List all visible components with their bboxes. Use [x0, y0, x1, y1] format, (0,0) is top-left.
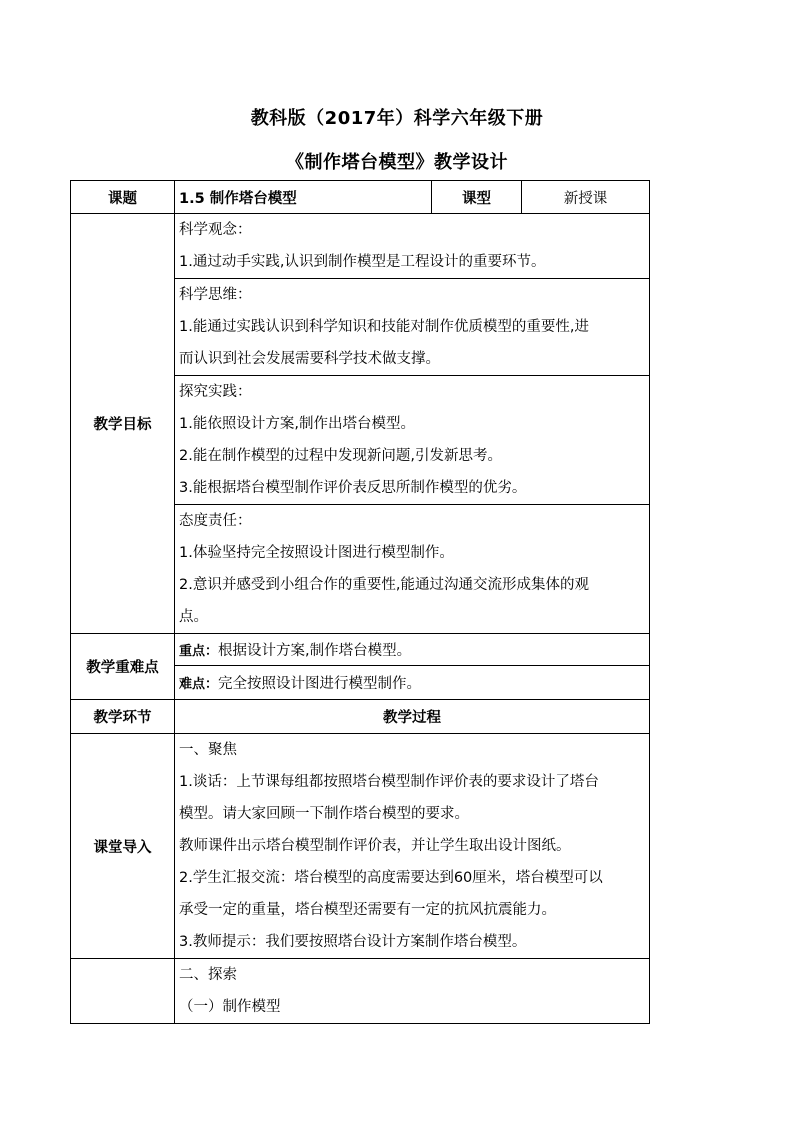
explore-label — [71, 959, 175, 1024]
objectives-label: 教学目标 — [71, 214, 175, 634]
objective-line: 2.意识并感受到小组合作的重要性,能通过沟通交流形成集体的观 — [179, 577, 589, 593]
lesson-type-value: 新授课 — [522, 181, 650, 214]
explore-line: 二、探索 — [179, 967, 237, 983]
explore-content — [175, 959, 650, 1024]
intro-content — [175, 734, 650, 959]
document-title: 教科版（2017年）科学六年级下册 — [250, 108, 544, 129]
focus-cell — [175, 634, 650, 666]
lesson-plan-table — [70, 180, 650, 1024]
objective-section — [175, 214, 650, 279]
intro-line: 1.谈话：上节课每组都按照塔台模型制作评价表的要求设计了塔台 — [179, 774, 599, 790]
objective-line: 3.能根据塔台模型制作评价表反思所制作模型的优劣。 — [179, 480, 527, 496]
objective-section — [175, 376, 650, 505]
objective-line: 1.能依照设计方案,制作出塔台模型。 — [179, 416, 415, 432]
intro-line: 承受一定的重量，塔台模型还需要有一定的抗风抗震能力。 — [179, 902, 556, 918]
intro-line: 3.教师提示：我们要按照塔台设计方案制作塔台模型。 — [179, 934, 527, 950]
lesson-type-label: 课型 — [432, 181, 522, 214]
key-points-row-1 — [71, 634, 650, 666]
objective-section — [175, 505, 650, 634]
objective-heading: 科学观念： — [179, 222, 252, 238]
objective-line: 而认识到社会发展需要科学技术做支撑。 — [179, 351, 440, 367]
process-header: 教学过程 — [175, 700, 650, 734]
focus-text: 根据设计方案,制作塔台模型。 — [218, 643, 412, 659]
lesson-row — [71, 181, 650, 214]
objective-line: 1.体验坚持完全按照设计图进行模型制作。 — [179, 545, 454, 561]
focus-label: 重点： — [179, 644, 219, 659]
objective-line: 1.能通过实践认识到科学知识和技能对制作优质模型的重要性,进 — [179, 319, 589, 335]
objective-line: 2.能在制作模型的过程中发现新问题,引发新思考。 — [179, 448, 502, 464]
lesson-label: 课题 — [71, 181, 175, 214]
difficulty-label: 难点： — [179, 677, 219, 692]
intro-line: 模型。请大家回顾一下制作塔台模型的要求。 — [179, 806, 469, 822]
difficulty-cell — [175, 666, 650, 700]
process-header-row — [71, 700, 650, 734]
objective-line: 点。 — [179, 609, 208, 625]
document-subtitle: 《制作塔台模型》教学设计 — [286, 152, 508, 173]
objective-heading: 态度责任： — [179, 513, 252, 529]
intro-line: 2.学生汇报交流：塔台模型的高度需要达到60厘米，塔台模型可以 — [179, 870, 603, 886]
objectives-row-1 — [71, 214, 650, 279]
intro-line: 一、聚焦 — [179, 742, 237, 758]
stage-header: 教学环节 — [71, 700, 175, 734]
explore-row — [71, 959, 650, 1024]
key-points-label: 教学重难点 — [71, 634, 175, 700]
difficulty-text: 完全按照设计图进行模型制作。 — [218, 676, 422, 692]
lesson-value: 1.5 制作塔台模型 — [175, 181, 432, 214]
intro-row — [71, 734, 650, 959]
objective-line: 1.通过动手实践,认识到制作模型是工程设计的重要环节。 — [179, 254, 546, 270]
objective-heading: 科学思维： — [179, 287, 252, 303]
intro-label: 课堂导入 — [71, 734, 175, 959]
explore-line: （一）制作模型 — [179, 999, 281, 1015]
intro-line: 教师课件出示塔台模型制作评价表，并让学生取出设计图纸。 — [179, 838, 571, 854]
objective-section — [175, 279, 650, 376]
objective-heading: 探究实践： — [179, 384, 252, 400]
